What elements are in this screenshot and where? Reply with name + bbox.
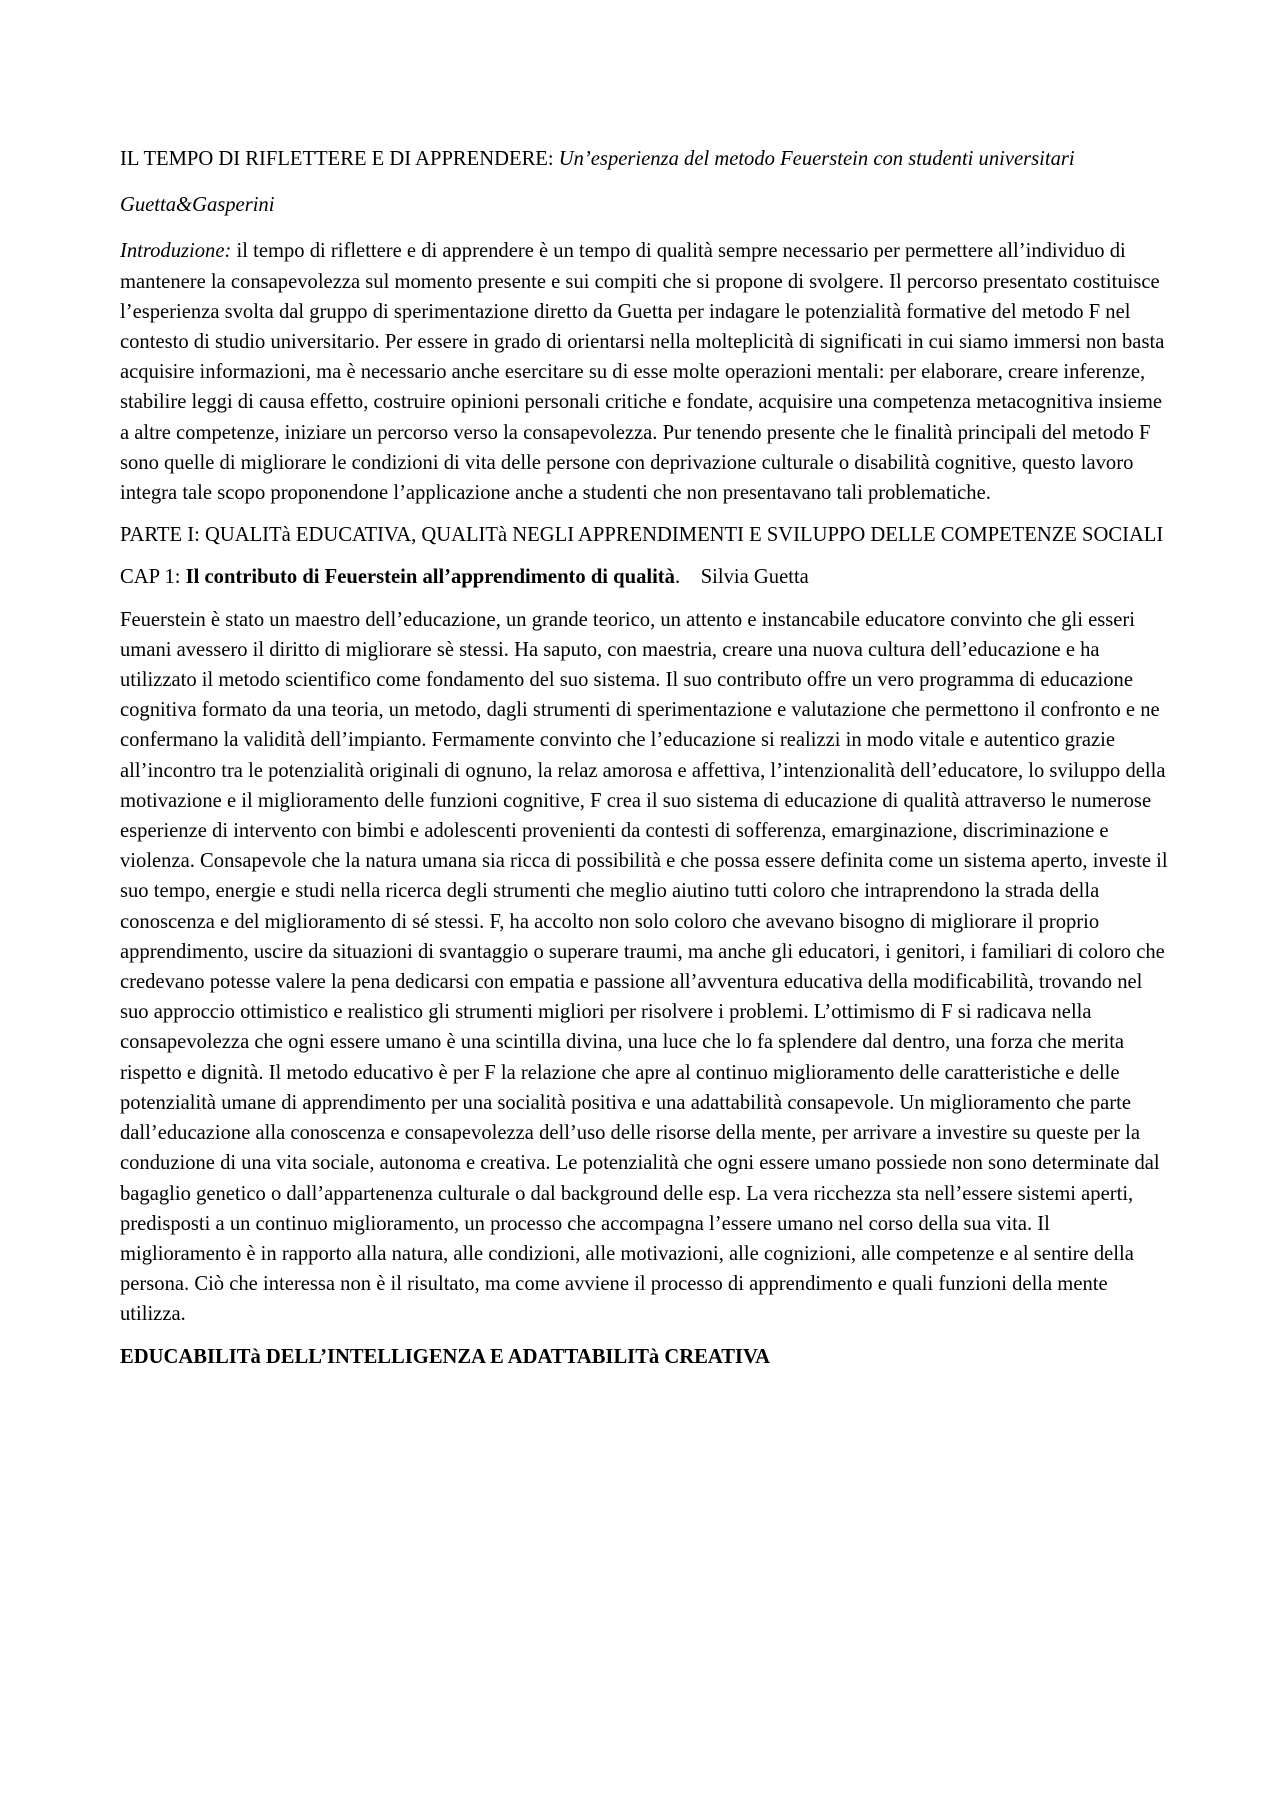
chapter-heading (120, 562, 1170, 592)
document-title-italic: Un’esperienza del metodo Feuerstein con studenti universitari (558, 148, 1075, 170)
section-heading: EDUCABILITà DELL’INTELLIGENZA E ADATTABILITà CREATIVA (120, 1345, 771, 1368)
part-heading: PARTE I: QUALITà EDUCATIVA, QUALITà NEGLI APPRENDIMENTI E SVILUPPO DELLE COMPETENZE SOCIALI (120, 524, 1164, 547)
introduction-text: il tempo di riflettere e di apprendere è un tempo di qualità sempre necessario per permettere all’individuo di mantenere la consapevolezza sul momento presente e sui compiti che si propone di svolgere. Il percorso presentato costituisce l’esperienza svolta dal gruppo di sperimentazione diretto da Guetta per indagare le potenzialità formative del metodo F nel contesto di studio universitario. Per essere in grado di orientarsi nella molteplicità di significati in cui siamo immersi non basta acquisire informazioni, ma è necessario anche esercitare su di esse molte operazioni mentali: per elaborare, creare inferenze, stabilire leggi di causa effetto, costruire opinioni personali critiche e fondate, acquisire una competenza metacognitiva insieme a altre competenze, iniziare un percorso verso la consapevolezza. Pur tenendo presente che le finalità principali del metodo F sono quelle di migliorare le condizioni di vita delle persone con deprivazione culturale o disabilità cognitive, questo lavoro integra tale scopo proponendone l’applicazione anche a studenti che non presentavano tali problematiche. (120, 240, 1165, 505)
body-paragraph: Feuerstein è stato un maestro dell’educazione, un grande teorico, un attento e instancabile educatore convinto che gli esseri umani avessero il diritto di migliorare sè stessi. Ha saputo, con maestria, creare una nuova cultura dell’educazione e ha utilizzato il metodo scientifico come fondamento del suo sistema. Il suo contributo offre un vero programma di educazione cognitiva formato da una teoria, un metodo, dagli strumenti di sperimentazione e valutazione che permettono il confronto e ne confermano la validità dell’impianto. Fermamente convinto che l’educazione si realizzi in modo vitale e autentico grazie all’incontro tra le potenzialità originali di ognuno, la relaz amorosa e affettiva, l’intenzionalità dell’educatore, lo sviluppo della motivazione e il miglioramento delle funzioni cognitive, F crea il suo sistema di educazione di qualità attraverso le numerose esperienze di intervento con bimbi e adolescenti provenienti da contesti di sofferenza, emarginazione, discriminazione e violenza. Consapevole che la natura umana sia ricca di possibilità e che possa essere definita come un sistema aperto, investe il suo tempo, energie e studi nella ricerca degli strumenti che meglio aiutino tutti coloro che intraprendono la strada della conoscenza e del miglioramento di sé stessi. F, ha accolto non solo coloro che avevano bisogno di migliorare il proprio apprendimento, uscire da situazioni di svantaggio o superare traumi, ma anche gli educatori, i genitori, i familiari di coloro che credevano potesse valere la pena dedicarsi con empatia e passione all’avventura educativa della modificabilità, trovando nel suo approccio ottimistico e realistico gli strumenti migliori per risolvere i problemi. L’ottimismo di F si radicava nella consapevolezza che ogni essere umano è una scintilla divina, una luce che lo fa splendere dal dentro, una forza che merita rispetto e dignità. Il metodo educativo è per F la relazione che apre al continuo miglioramento delle caratteristiche e delle potenzialità umane di apprendimento per una socialità positiva e una adattabilità consapevole. Un miglioramento che parte dall’educazione alla conoscenza e consapevolezza dell’uso delle risorse della mente, per arrivare a investire su queste per la conduzione di una vita sociale, autonoma e creativa. Le potenzialità che ogni essere umano possiede non sono determinate dal bagaglio genetico o dall’appartenenza culturale o dal background delle esp. La vera ricchezza sta nell’essere sistemi aperti, predisposti a un continuo miglioramento, un processo che accompagna l’essere umano nel corso della sua vita. Il miglioramento è in rapporto alla natura, alle condizioni, alle motivazioni, alle cognizioni, alle competenze e al sentire della persona. Ciò che interessa non è il risultato, ma come avviene il processo di apprendimento e quali funzioni della mente utilizza. (120, 608, 1168, 1326)
chapter-author: . Silvia Guetta (674, 566, 809, 589)
document-title (120, 144, 1170, 174)
chapter-title: Il contributo di Feuerstein all’apprendimento di qualità (185, 566, 675, 589)
document-authors: Guetta&Gasperini (120, 194, 275, 217)
introduction-label: Introduzione: (120, 240, 232, 263)
chapter-prefix: CAP 1: (120, 566, 186, 589)
document-title-plain: IL TEMPO DI RIFLETTERE E DI APPRENDERE: (120, 148, 559, 170)
document-page (120, 144, 1170, 1372)
introduction-paragraph (120, 236, 1170, 508)
